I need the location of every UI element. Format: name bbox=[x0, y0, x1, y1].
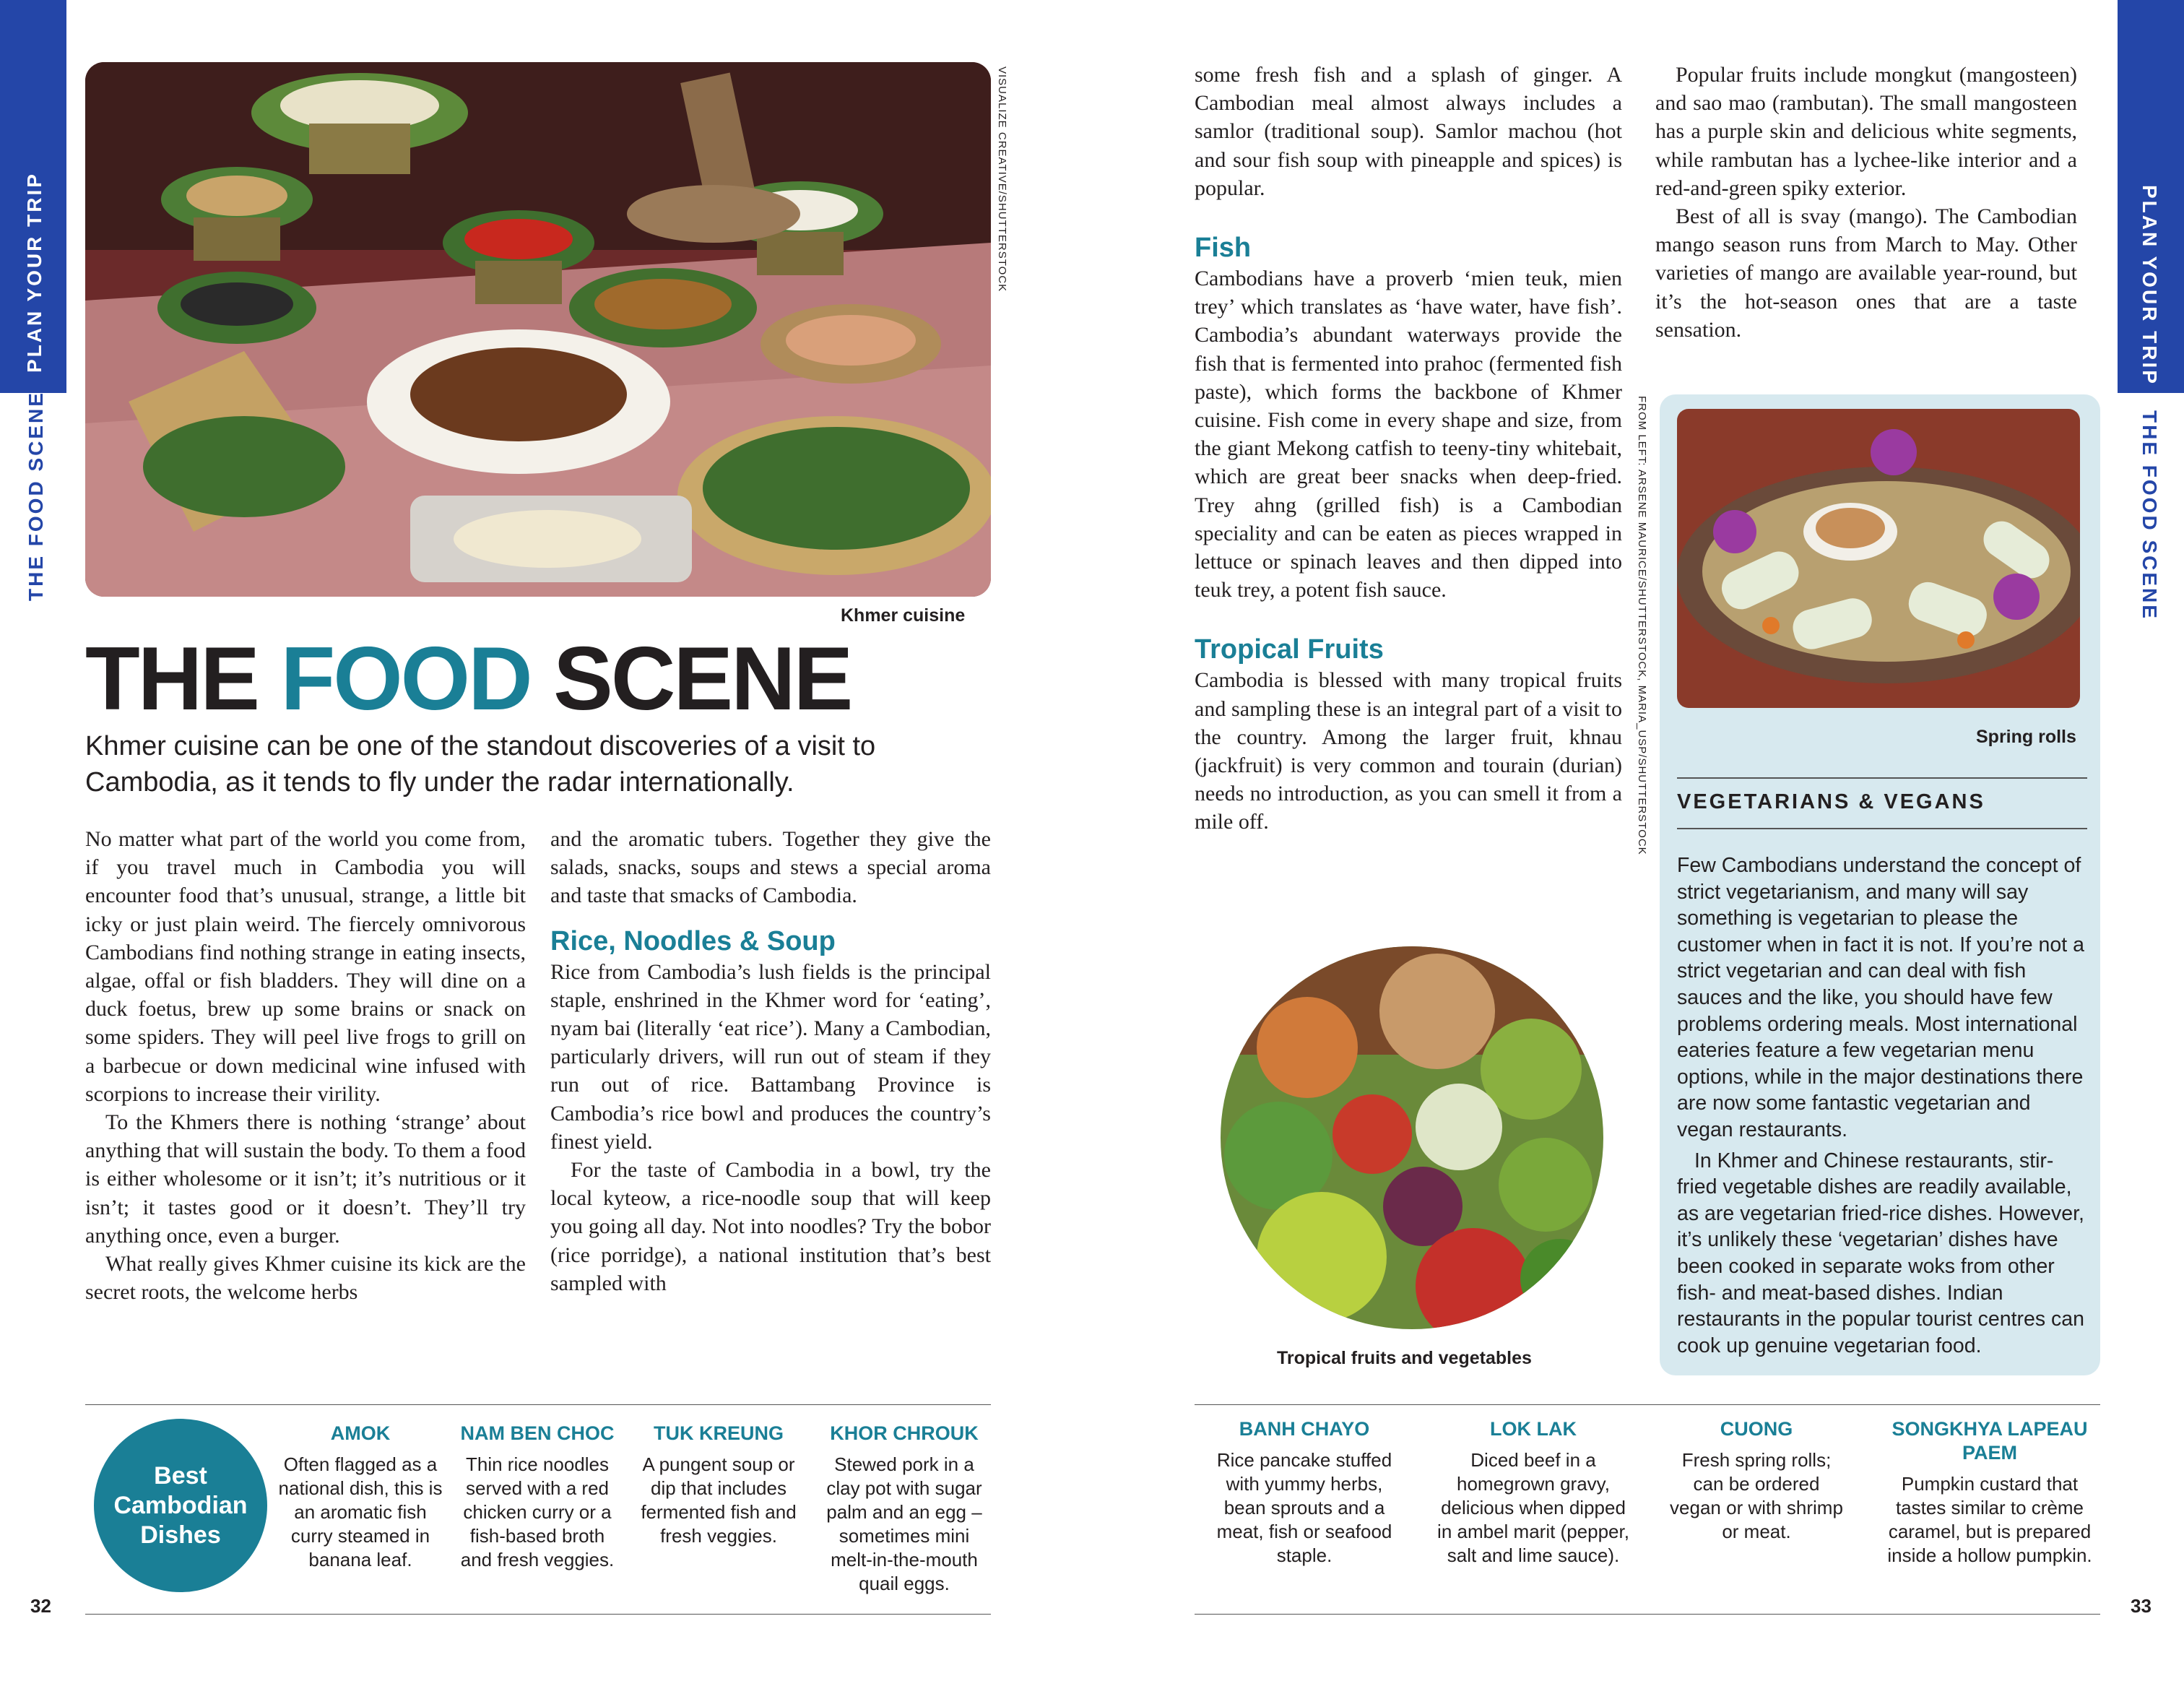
col2-paragraph-1: and the aromatic tubers. Together they give the salads, snacks, soups and stews a special aroma and taste that smacks of Cambodia. bbox=[550, 827, 991, 908]
sidebar-title: VEGETARIANS & VEGANS bbox=[1677, 790, 1985, 813]
left-tab-food-scene: THE FOOD SCENE bbox=[25, 391, 47, 601]
body-column-1 bbox=[85, 825, 526, 1306]
dish-cuong: CUONG Fresh spring rolls; can be ordered vegan or with shrimp or meat. bbox=[1670, 1418, 1843, 1542]
body-column-4 bbox=[1655, 61, 2077, 344]
col3-paragraph-2: Cambodians have a proverb ‘mien teuk, mien trey’ which translates as ‘have water, have fish’. Cambodia’s abundant waterways provide the fish that is fermented into prahoc (fermented fish paste), which forms the backbone of Khmer cuisine. Fish come in every shape and size, from the giant Mekong catfish to teeny-tiny whitebait, which are great beer snacks when deep-fried. Trey ahng (grilled fish) is a Cambodian speciality and can be eaten as pieces wrapped in lettuce or spinach leaves and then dipped into teuk trey, a potent fish sauce. bbox=[1195, 267, 1622, 602]
dish-amok: AMOK Often flagged as a national dish, this is an aromatic fish curry steamed in banana leaf. bbox=[278, 1422, 443, 1570]
body-column-3 bbox=[1195, 61, 1622, 837]
subhead-tropical-fruits: Tropical Fruits bbox=[1195, 634, 1384, 665]
page-number-right: 33 bbox=[2131, 1595, 2152, 1617]
page-title: THE FOOD SCENE bbox=[85, 629, 852, 729]
dishes-rule-bottom-left bbox=[85, 1614, 991, 1615]
khmer-cuisine-illustration bbox=[85, 62, 991, 597]
right-tab-food-scene: THE FOOD SCENE bbox=[2138, 410, 2161, 621]
dish-banh-chayo: BANH CHAYO Rice pancake stuffed with yummy herbs, bean sprouts and a meat, fish or seafood staple. bbox=[1216, 1418, 1392, 1566]
sidebar-divider-bottom bbox=[1677, 828, 2087, 829]
subhead-fish: Fish bbox=[1195, 233, 1252, 264]
col4-paragraph-2: Best of all is svay (mango). The Cambodian mango season runs from March to May. Other varieties of mango are available year-round, but it’s the hot-season ones that are a taste sensation. bbox=[1655, 204, 2077, 342]
right-photos-credit: FROM LEFT: ARSENE MAURICE/SHUTTERSTOCK, MARIA_USP/SHUTTERSTOCK bbox=[1636, 396, 1648, 855]
spring-rolls-photo bbox=[1677, 409, 2080, 708]
tropical-fruits-illustration bbox=[1221, 946, 1603, 1329]
sidebar-paragraph-2: In Khmer and Chinese restaurants, stir-fried vegetable dishes are readily available, as are vegetarian fried-rice dishes. However, it’s unlikely these ‘vegetarian’ dishes have been cooked in separate woks from other fish- and meat-based dishes. Indian restaurants in the popular tourist centres can cook up genuine vegetarian food. bbox=[1677, 1149, 2084, 1357]
intro-lede: Khmer cuisine can be one of the standout discoveries of a visit to Cambodia, as it tends to fly under the radar internationally. bbox=[85, 731, 876, 798]
left-tab-plan-your-trip: PLAN YOUR TRIP bbox=[23, 172, 46, 373]
tropical-fruits-caption: Tropical fruits and vegetables bbox=[1277, 1348, 1532, 1368]
sidebar-paragraph-1: Few Cambodians understand the concept of strict vegetarianism, and many will say something is vegetarian to please the customer when in fact it is not. If you’re not a strict vegetarian and can deal with fish sauces and the like, you should have few problems ordering meals. Most international eateries feature a few vegetarian menu options, while in the major destinations there are now some fantastic vegetarian and vegan restaurants. bbox=[1677, 854, 2084, 1141]
dishes-rule-top-left bbox=[85, 1404, 991, 1405]
spring-rolls-illustration bbox=[1677, 409, 2080, 708]
col3-paragraph-1: some fresh fish and a splash of ginger. A Cambodian meal almost always includes a samlor (traditional soup). Samlor machou (hot and sour fish soup with pineapple and spices) is popular. bbox=[1195, 63, 1622, 200]
col4-paragraph-1: Popular fruits include mongkut (mangosteen) and sao mao (rambutan). The small mangosteen has a purple skin and delicious white segments, while rambutan has a lychee-like interior and a red-and-green spiky exterior. bbox=[1655, 63, 2077, 200]
dish-khor-chrouk: KHOR CHROUK Stewed pork in a clay pot with sugar palm and an egg – sometimes mini melt-in-the-mouth quail eggs. bbox=[826, 1422, 982, 1594]
dish-nam-ben-choc: NAM BEN CHOC Thin rice noodles served with a red chicken curry or a fish-based broth and fresh veggies. bbox=[460, 1422, 615, 1570]
khmer-cuisine-caption: Khmer cuisine bbox=[841, 605, 966, 626]
top-photo-credit: VISUALIZE CREATIVE/SHUTTERSTOCK bbox=[996, 66, 1008, 293]
col3-paragraph-3: Cambodia is blessed with many tropical fruits and sampling these is an integral part of a visit to the country. Among the larger fruit, khnau (jackfruit) is very common and tourain (durian) needs no introduction, as you can smell it from a mile off. bbox=[1195, 668, 1622, 834]
sidebar-text bbox=[1677, 852, 2087, 1359]
right-tab-plan-your-trip: PLAN YOUR TRIP bbox=[2138, 185, 2161, 386]
page-title-accent: FOOD bbox=[280, 629, 531, 729]
khmer-cuisine-photo bbox=[85, 62, 991, 597]
col1-paragraph-3: What really gives Khmer cuisine its kick are the secret roots, the welcome herbs bbox=[85, 1252, 526, 1305]
subhead-rice-noodles-soup: Rice, Noodles & Soup bbox=[550, 925, 836, 956]
dishes-rule-bottom-right bbox=[1195, 1614, 2100, 1615]
tropical-fruits-photo bbox=[1221, 946, 1603, 1329]
col2-paragraph-3: For the taste of Cambodia in a bowl, try the local kyteow, a rice-noodle soup that will keep you going all day. Not into noodles? Try the bobor (rice porridge), a national institution that’s best sampled with bbox=[550, 1158, 991, 1295]
dish-tuk-kreung: TUK KREUNG A pungent soup or dip that includes fermented fish and fresh veggies. bbox=[641, 1422, 797, 1547]
col1-paragraph-1: No matter what part of the world you come from, if you travel much in Cambodia you will encounter food that’s unusual, strange, a little bit icky or just plain weird. The fiercely omnivorous Cambodians find nothing strange in eating insects, algae, offal or fish bladders. They will dine on a duck foetus, brew up some brains or snack on some spiders. They will peel live frogs to grill on a barbecue or down medicinal wine infused with scorpions to increase their virility. bbox=[85, 827, 526, 1106]
body-column-2 bbox=[550, 825, 991, 1297]
dishes-rule-top-right bbox=[1195, 1404, 2100, 1405]
col1-paragraph-2: To the Khmers there is nothing ‘strange’ about anything that will sustain the body. To them a food is either wholesome or it isn’t; it’s nutritious or it isn’t; it tastes good or it doesn’t. They’ll try anything once, even a burger. bbox=[85, 1110, 526, 1248]
dish-lok-lak: LOK LAK Diced beef in a homegrown gravy, delicious when dipped in ambel marit (pepper, salt and lime sauce). bbox=[1437, 1418, 1629, 1566]
page-number-left: 32 bbox=[30, 1595, 51, 1617]
spring-rolls-caption: Spring rolls bbox=[1976, 727, 2076, 747]
col2-paragraph-2: Rice from Cambodia’s lush fields is the principal staple, enshrined in the Khmer word for ‘eating’, nyam bai (literally ‘eat rice’). Many a Cambodian, particularly drivers, will run out of steam if they run out of rice. Battambang Province is Cambodia’s rice bowl and produces the country’s finest yield. bbox=[550, 959, 991, 1154]
sidebar-divider-top bbox=[1677, 777, 2087, 779]
dish-songkhya-lapeau-paem: SONGKHYA LAPEAU PAEM Pumpkin custard that tastes similar to crème caramel, but is prepared inside a hollow pumpkin. bbox=[1887, 1418, 2092, 1566]
best-dishes-badge: Best Cambodian Dishes bbox=[94, 1419, 267, 1592]
